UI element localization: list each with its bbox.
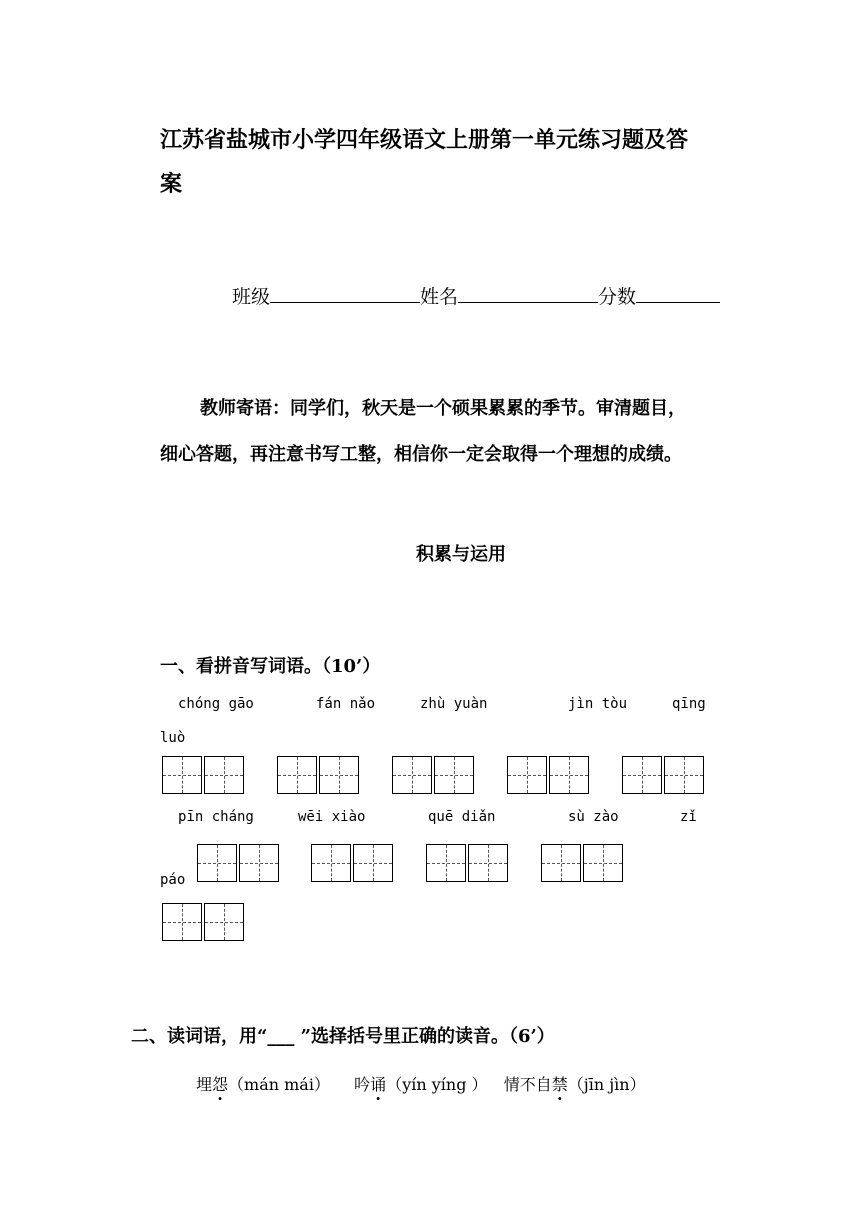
class-blank[interactable]	[270, 282, 420, 303]
name-blank[interactable]	[458, 282, 598, 303]
q1-row1-wrap: luò	[160, 730, 186, 746]
q1-row2-pinyin-4: sù zào	[568, 809, 619, 825]
writing-box-pair[interactable]	[392, 756, 476, 794]
section-title: 积累与运用	[416, 544, 506, 565]
q1-row1-pinyin-3: zhù yuàn	[420, 696, 488, 712]
q2-item-3-pre: 情不自	[503, 1075, 552, 1094]
document-title-line1: 江苏省盐城市小学四年级语文上册第一单元练习题及答	[160, 127, 689, 153]
q1-row1-pinyin-5: qīng	[672, 696, 706, 712]
teacher-message-line1: 教师寄语：同学们，秋天是一个硕果累累的季节。审清题目，	[200, 398, 686, 419]
q1-row2-pinyin-1: pīn cháng	[178, 809, 254, 825]
score-blank[interactable]	[636, 282, 720, 303]
q2-item-3	[504, 1075, 646, 1094]
q1-row2-pinyin-2: wēi xiào	[298, 809, 366, 825]
document-title-line2: 案	[160, 171, 183, 197]
q2-item-2-dotted: 诵	[370, 1075, 387, 1094]
writing-box-pair[interactable]	[197, 844, 281, 882]
q1-row2-pinyin-3: quē diǎn	[428, 809, 496, 825]
writing-box-pair[interactable]	[541, 844, 625, 882]
student-info-line	[232, 282, 720, 309]
writing-box-pair[interactable]	[277, 756, 361, 794]
q2-item-1-options[interactable]: （mán mái）	[228, 1075, 330, 1094]
writing-box-pair[interactable]	[311, 844, 395, 882]
q2-item-1	[196, 1075, 330, 1094]
q1-heading: 一、看拼音写词语。（10’）	[160, 656, 381, 677]
writing-box-pair[interactable]	[507, 756, 591, 794]
writing-box-pair[interactable]	[622, 756, 706, 794]
q2-item-1-pre: 埋	[196, 1075, 213, 1094]
q1-row2-wrap: páo	[160, 872, 186, 888]
q2-item-2-options[interactable]: （yín yíng ）	[386, 1075, 488, 1094]
q1-row1-pinyin-2: fán nǎo	[316, 696, 376, 712]
q2-item-2-pre: 吟	[354, 1075, 371, 1094]
score-label: 分数	[598, 286, 637, 308]
teacher-message-line2: 细心答题，再注意书写工整，相信你一定会取得一个理想的成绩。	[160, 444, 682, 465]
q1-row1-pinyin-1: chóng gāo	[178, 696, 254, 712]
writing-box-pair[interactable]	[426, 844, 510, 882]
name-label: 姓名	[420, 286, 459, 308]
q1-row1-pinyin-4: jìn tòu	[568, 696, 628, 712]
q2-item-3-options[interactable]: （jīn jìn）	[567, 1075, 646, 1094]
q2-heading: 二、读词语，用“___ ”选择括号里正确的读音。（6’）	[131, 1026, 555, 1047]
q2-item-1-dotted: 怨	[212, 1075, 229, 1094]
q2-item-3-dotted: 禁	[551, 1075, 568, 1094]
class-label: 班级	[232, 286, 271, 308]
writing-box-pair[interactable]	[162, 903, 246, 941]
q2-item-2	[354, 1075, 487, 1094]
q1-row2-pinyin-5: zǐ	[680, 809, 697, 825]
q2-items	[196, 1072, 646, 1095]
writing-box-pair[interactable]	[162, 756, 246, 794]
